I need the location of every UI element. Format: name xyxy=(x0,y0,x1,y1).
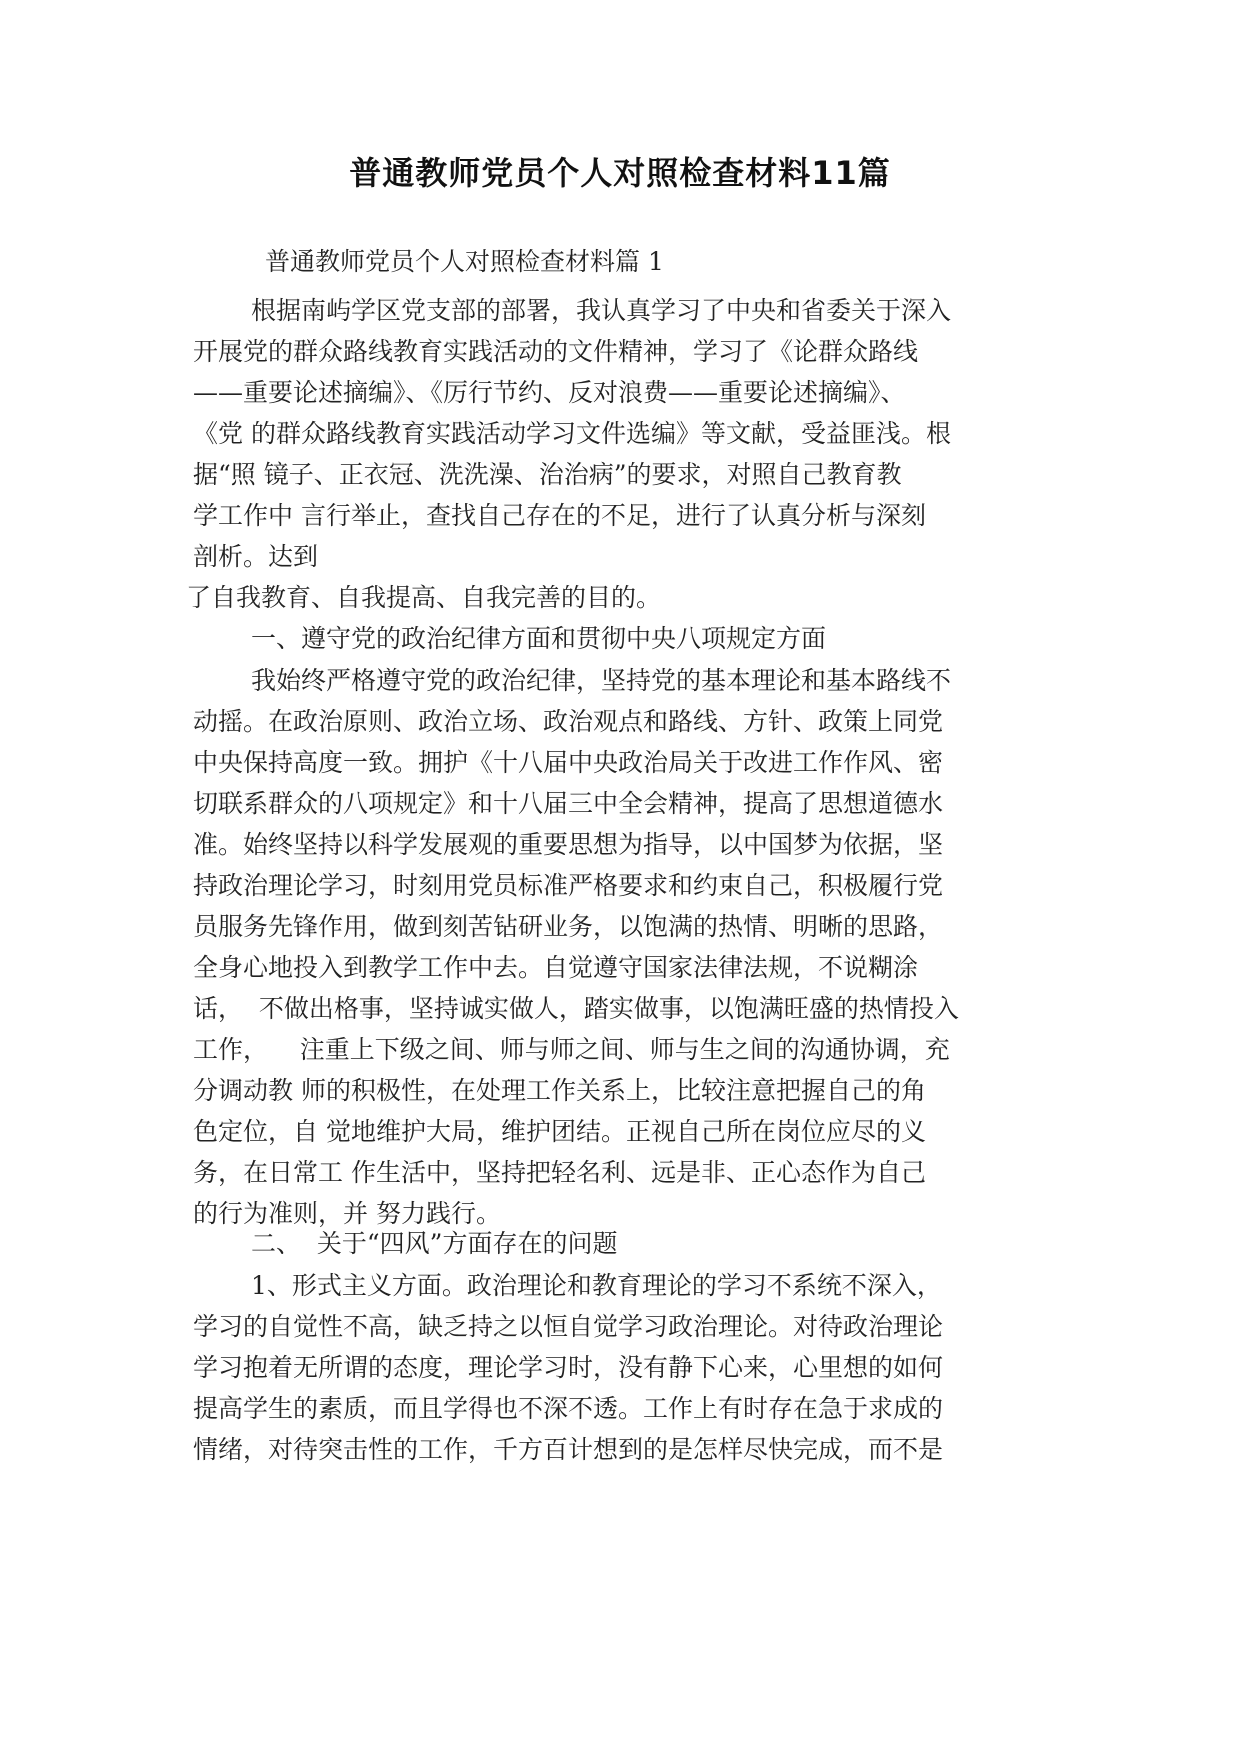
text-line: 《党 的群众路线教育实践活动学习文件选编》等文献，受益匪浅。根 xyxy=(193,419,951,448)
text-line: ——重要论述摘编》、《厉行节约、反对浪费——重要论述摘编》、 xyxy=(193,378,906,407)
part-one-heading: 一、遵守党的政治纪律方面和贯彻中央八项规定方面 xyxy=(251,624,827,653)
text-line: 提高学生的素质，而且学得也不深不透。工作上有时存在急于求成的 xyxy=(193,1394,944,1423)
text-line: 学工作中 言行举止，查找自己存在的不足，进行了认真分析与深刻 xyxy=(193,501,926,530)
part-two-paragraph xyxy=(193,1265,1053,1470)
text-line: 根据南屿学区党支部的部署，我认真学习了中央和省委关于深入 xyxy=(251,296,952,325)
text-line: 分调动教 师的积极性，在处理工作关系上，比较注意把握自己的角 xyxy=(193,1076,926,1105)
text-line: 的行为准则，并 努力践行。 xyxy=(193,1199,501,1228)
part-two xyxy=(193,1223,1053,1264)
text-line: 开展党的群众路线教育实践活动的文件精神，学习了《论群众路线 xyxy=(193,337,919,366)
text-line: 话， 不做出格事，坚持诚实做人，踏实做事，以饱满旺盛的热情投入 xyxy=(193,994,959,1023)
document-title: 普通教师党员个人对照检查材料11篇 xyxy=(349,154,891,192)
text-line: 剖析。达到 xyxy=(193,542,319,571)
text-line: 学习抱着无所谓的态度，理论学习时，没有静下心来，心里想的如何 xyxy=(193,1353,944,1382)
text-line: 工作， 注重上下级之间、师与师之间、师与生之间的沟通协调，充 xyxy=(193,1035,950,1064)
part-one-paragraph xyxy=(193,660,1053,1234)
part-two-heading: 二、 关于“四风”方面存在的问题 xyxy=(251,1229,618,1258)
text-line: 1、形式主义方面。政治理论和教育理论的学习不系统不深入， xyxy=(251,1271,942,1300)
text-line: 准。始终坚持以科学发展观的重要思想为指导，以中国梦为依据，坚 xyxy=(193,830,944,859)
text-line: 动摇。在政治原则、政治立场、政治观点和路线、方针、政策上同党 xyxy=(193,707,944,736)
text-line: 据“照 镜子、正衣冠、洗洗澡、治治病”的要求，对照自己教育教 xyxy=(193,460,902,489)
text-line: 务，在日常工 作生活中，坚持把轻名利、远是非、正心态作为自己 xyxy=(193,1158,926,1187)
text-line: 了自我教育、自我提高、自我完善的目的。 xyxy=(186,583,662,612)
text-line: 我始终严格遵守党的政治纪律，坚持党的基本理论和基本路线不 xyxy=(251,666,952,695)
section-title: 普通教师党员个人对照检查材料篇 1 xyxy=(265,247,664,276)
text-line: 全身心地投入到教学工作中去。自觉遵守国家法律法规，不说糊涂 xyxy=(193,953,919,982)
text-line: 切联系群众的八项规定》和十八届三中全会精神，提高了思想道德水 xyxy=(193,789,944,818)
part-one xyxy=(193,618,1053,659)
text-line: 持政治理论学习，时刻用党员标准严格要求和约束自己，积极履行党 xyxy=(193,871,944,900)
text-line: 学习的自觉性不高，缺乏持之以恒自觉学习政治理论。对待政治理论 xyxy=(193,1312,944,1341)
intro-paragraph xyxy=(186,290,1053,618)
text-line: 情绪，对待突击性的工作，千方百计想到的是怎样尽快完成，而不是 xyxy=(193,1435,944,1464)
text-line: 中央保持高度一致。拥护《十八届中央政治局关于改进工作作风、密 xyxy=(193,748,944,777)
text-line: 员服务先锋作用，做到刻苦钻研业务，以饱满的热情、明晰的思路， xyxy=(193,912,944,941)
text-line: 色定位，自 觉地维护大局，维护团结。正视自己所在岗位应尽的义 xyxy=(193,1117,926,1146)
